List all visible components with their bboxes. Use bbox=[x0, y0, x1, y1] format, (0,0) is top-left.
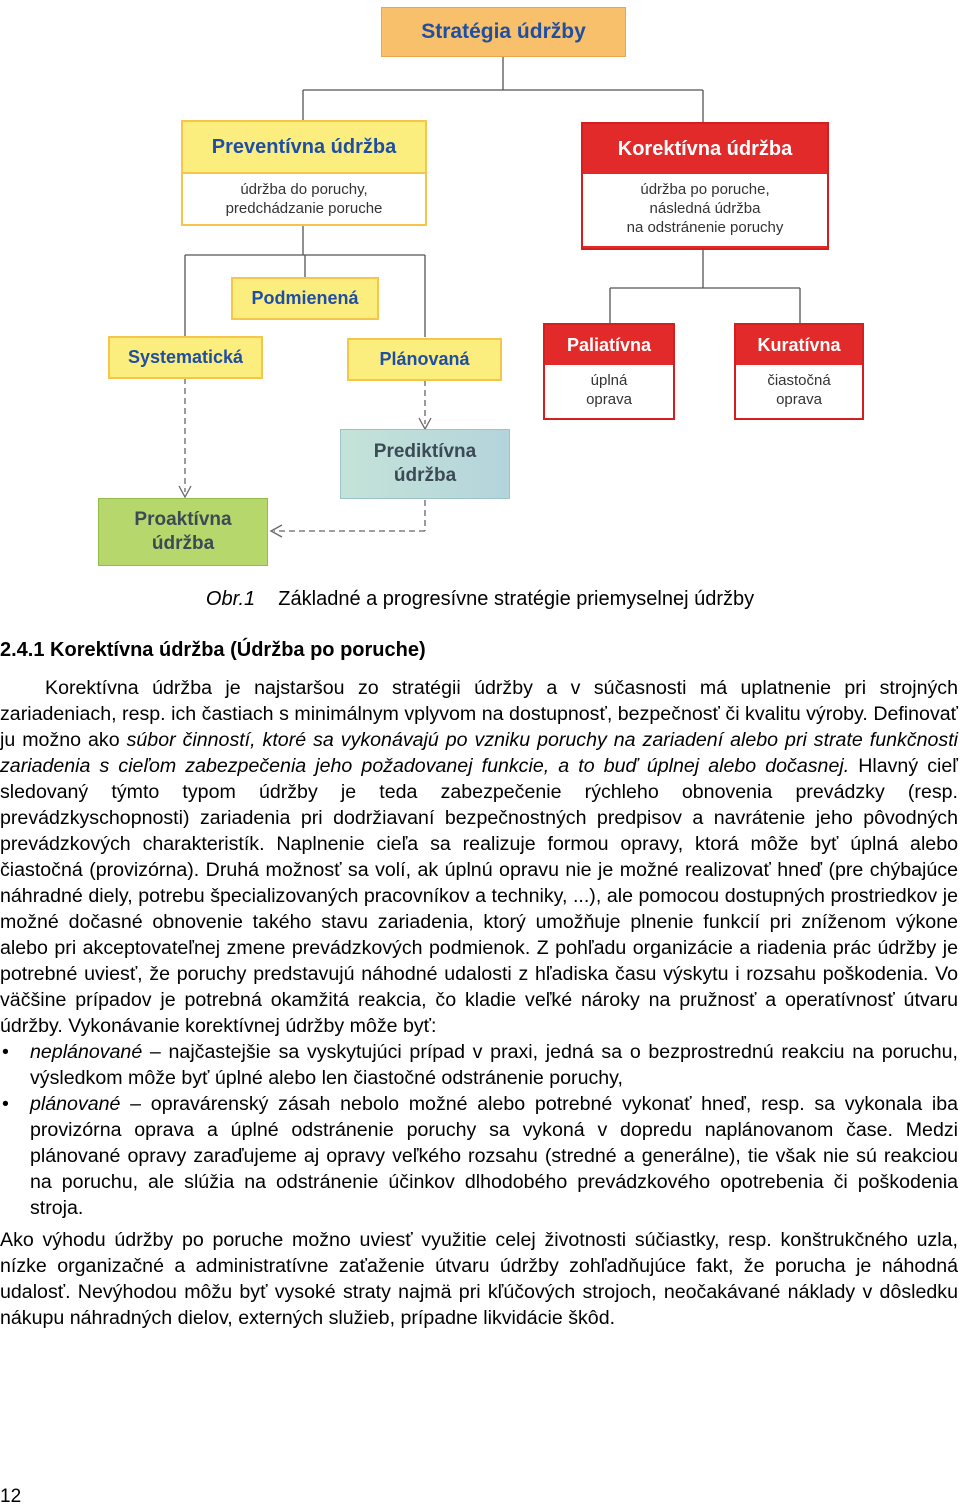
bullet-dash: – bbox=[142, 1041, 169, 1063]
bullet-list bbox=[0, 1039, 958, 1221]
bullet-text: najčastejšie sa vyskytujúci prípad v praxi, jedná sa o bezprostrednú reakciu na poruchu, výsledkom môže byť úplné alebo len čiastočné odstránenie poruchy, bbox=[30, 1041, 958, 1089]
conditional-label: Podmienená bbox=[251, 288, 359, 308]
palliative-title: Paliatívna bbox=[566, 334, 652, 355]
curative-title: Kuratívna bbox=[757, 334, 841, 355]
palliative-desc-line: oprava bbox=[586, 391, 632, 408]
page-number: 12 bbox=[0, 1486, 22, 1507]
bullet-item bbox=[0, 1091, 958, 1221]
bullet-term: neplánované bbox=[30, 1041, 143, 1063]
predictive-maintenance-box bbox=[340, 429, 510, 499]
paragraph bbox=[0, 675, 958, 1039]
curative-desc-line: čiastočná bbox=[767, 372, 831, 389]
bullet-icon: • bbox=[2, 1041, 9, 1063]
root-strategy-box bbox=[381, 7, 626, 57]
corrective-desc-line: následná údržba bbox=[649, 200, 761, 217]
strategy-diagram bbox=[0, 0, 960, 580]
palliative-maintenance-box bbox=[543, 323, 675, 420]
section-heading bbox=[0, 637, 426, 663]
bullet-text: opravárenský zásah nebolo možné alebo potrebné vykonať hneď, resp. sa vykonala iba provizórna oprava a úplné odstránenie poruchy sa vykoná v dopredu naplánovanom čase. Medzi plánované opravy zaraďujeme aj opravy veľkého rozsahu (stredné a generálne), tie však nie sú reakciou na poruchu, ale slúžia na odstránenie účinkov dlhodobého prevádzkového opotrebenia či poškodenia stroja. bbox=[30, 1093, 958, 1219]
preventive-maintenance-box bbox=[181, 120, 427, 226]
proactive-maintenance-box bbox=[98, 498, 268, 566]
curative-desc-line: oprava bbox=[776, 391, 822, 408]
definition-text: súbor činností, ktoré sa vykonávajú po vzniku poruchy na zariadení alebo pri strate funkčnosti zariadenia s cieľom zabezpečenia jeho požadovanej funkcie, a to buď úplnej alebo dočasnej. bbox=[0, 729, 959, 777]
corrective-maintenance-box bbox=[581, 122, 829, 250]
paragraph-text: Hlavný cieľ sledovaný týmto typom údržby je teda zabezpečenie rýchleho obnovenia prevádzky (resp. prevádzkyschopnosti) zariadenia pri dodržiavaní bezpečnostných predpisov a navrátenie jeho pôvodných prevádzkových charakteristík. Naplnenie cieľa sa realizuje formou opravy, ktorá môže byť úplná alebo čiastočná (provizórna). Druhá možnosť sa volí, ak úplnú opravu nie je možné realizovať hneď (pre chýbajúce náhradné diely, potrebu špecializovaných pracovníkov a techniky, ...), ale pomocou dostupných prostriedkov je možné dočasné obnovenie takého stavu zariadenia, ktorý umožňuje plnenie funkcií pri zníženom výkone alebo pri akceptovateľnej zmene prevádzkových podmienok. Z pohľadu organizácie a riadenia prác údržby je potrebné uviesť, že poruchy predstavujú náhodné udalosti z hľadiska času výskytu i rozsahu poškodenia. Vo väčšine prípadov je potrebná okamžitá reakcia, čo kladie veľké nároky na pružnosť a operatívnosť útvaru údržby. Vykonávanie korektívnej údržby môže byť: bbox=[0, 755, 958, 1037]
section-title: Korektívna údržba (Údržba po poruche) bbox=[50, 639, 426, 661]
predictive-label-line: Prediktívna bbox=[373, 441, 477, 462]
root-strategy-label: Stratégia údržby bbox=[421, 20, 586, 43]
bullet-dash: – bbox=[120, 1093, 151, 1115]
preventive-desc-line: údržba do poruchy, bbox=[240, 181, 368, 198]
planned-maintenance-box bbox=[347, 338, 502, 381]
preventive-maintenance-title: Preventívna údržba bbox=[183, 122, 425, 174]
predictive-label-line: údržba bbox=[393, 465, 457, 486]
bullet-term: plánované bbox=[30, 1093, 121, 1115]
corrective-maintenance-title: Korektívna údržba bbox=[617, 137, 793, 160]
systematic-maintenance-box bbox=[108, 336, 263, 379]
paragraph: Ako výhodu údržby po poruche možno uviesť využitie celej životnosti súčiastky, resp. konštrukčného uzla, nízke organizačné a administratívne zaťaženie útvaru údržby zohľadňujúce fakt, že porucha je náhodná udalosť. Nevýhodou môžu byť vysoké straty najmä pri kľúčových strojoch, neočakávané náklady v dôsledku nákupu náhradných dielov, externých služieb, prípadne likvidácie škôd. bbox=[0, 1229, 958, 1329]
bullet-icon: • bbox=[2, 1093, 9, 1115]
palliative-desc-line: úplná bbox=[590, 372, 628, 389]
figure-label: Obr.1 bbox=[205, 588, 256, 610]
paragraph-text: Korektívna údržba je najstaršou zo stratégii údržby a v súčasnosti má uplatnenie pri strojných zariadeniach, resp. ich častiach s minimálnym vplyvom na dostupnosť, bezpečnosť či kvalitu výroby. Definovať ju možno ako bbox=[0, 677, 958, 751]
bullet-item bbox=[0, 1039, 958, 1091]
figure-caption-text: Základné a progresívne stratégie priemyselnej údržby bbox=[278, 588, 755, 610]
proactive-label-line: údržba bbox=[151, 533, 215, 554]
systematic-label: Systematická bbox=[127, 347, 244, 367]
planned-label: Plánovaná bbox=[379, 349, 470, 369]
proactive-label-line: Proaktívna bbox=[134, 509, 232, 530]
conditional-maintenance-box bbox=[231, 277, 379, 320]
figure-caption bbox=[0, 586, 960, 612]
section-number: 2.4.1 bbox=[0, 639, 45, 661]
preventive-desc-line: predchádzanie poruche bbox=[225, 200, 383, 217]
curative-maintenance-box bbox=[734, 323, 864, 420]
corrective-desc-line: údržba po poruche, bbox=[640, 181, 770, 198]
corrective-desc-line: na odstránenie poruchy bbox=[626, 219, 784, 236]
body-text bbox=[0, 675, 958, 1331]
